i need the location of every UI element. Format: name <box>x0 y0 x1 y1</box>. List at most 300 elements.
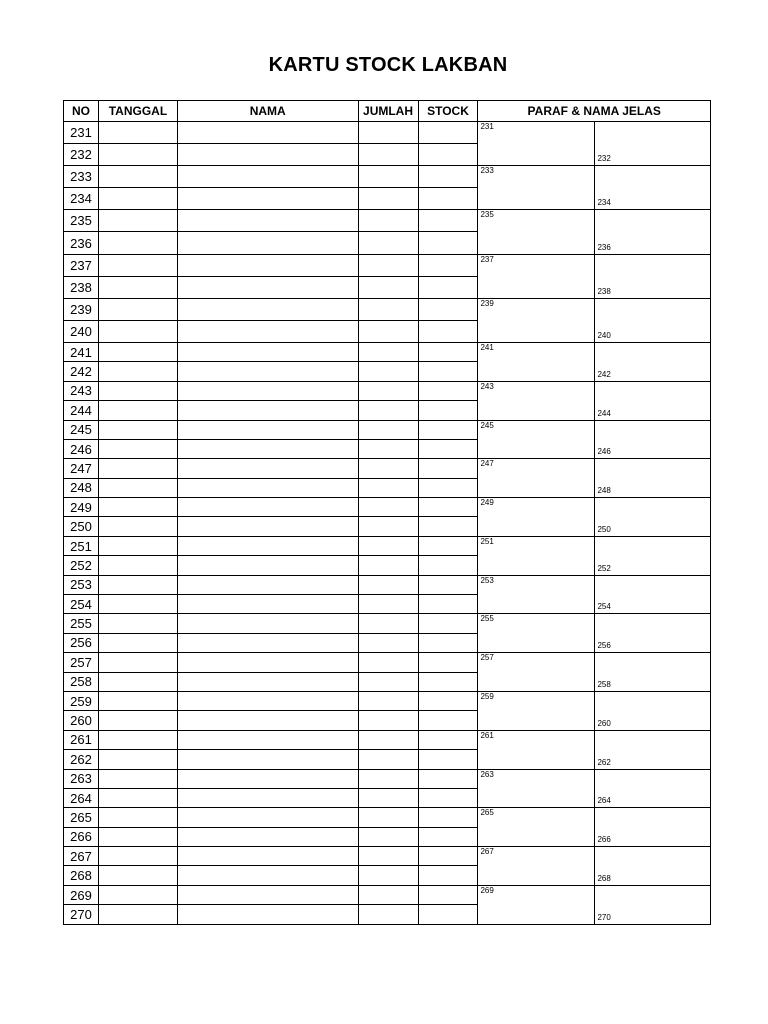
stock-cell[interactable] <box>418 276 478 298</box>
paraf-block[interactable] <box>478 847 711 886</box>
table-row <box>64 420 711 439</box>
paraf-label-odd: 235 <box>480 210 494 220</box>
stock-cell[interactable] <box>418 536 478 555</box>
jumlah-cell[interactable] <box>358 381 418 400</box>
header-tanggal: TANGGAL <box>98 101 177 122</box>
stock-table <box>63 100 711 925</box>
stock-cell[interactable] <box>418 166 478 188</box>
table-row <box>64 847 711 866</box>
row-number: 250 <box>64 517 99 536</box>
paraf-block[interactable] <box>478 498 711 537</box>
row-number: 260 <box>64 711 99 730</box>
row-number: 253 <box>64 575 99 594</box>
table-row <box>64 381 711 400</box>
table-row <box>64 498 711 517</box>
tanggal-cell[interactable] <box>98 750 177 769</box>
nama-cell[interactable] <box>177 633 358 652</box>
stock-cell[interactable] <box>418 614 478 633</box>
paraf-label-even: 262 <box>597 757 611 767</box>
row-number: 243 <box>64 381 99 400</box>
jumlah-cell[interactable] <box>358 730 418 749</box>
row-number: 263 <box>64 769 99 788</box>
nama-cell[interactable] <box>177 653 358 672</box>
jumlah-cell[interactable] <box>358 362 418 381</box>
stock-cell[interactable] <box>418 672 478 691</box>
paraf-label-odd: 243 <box>480 381 494 391</box>
tanggal-cell[interactable] <box>98 769 177 788</box>
paraf-block[interactable] <box>478 166 711 210</box>
tanggal-cell[interactable] <box>98 885 177 904</box>
paraf-label-even: 270 <box>597 912 611 922</box>
paraf-block[interactable] <box>478 342 711 381</box>
jumlah-cell[interactable] <box>358 320 418 342</box>
paraf-divider <box>594 614 595 652</box>
paraf-block[interactable] <box>478 885 711 924</box>
paraf-label-odd: 257 <box>480 653 494 663</box>
header-jumlah: JUMLAH <box>358 101 418 122</box>
paraf-label-even: 242 <box>597 369 611 379</box>
table-row <box>64 210 711 232</box>
paraf-divider <box>594 459 595 497</box>
paraf-block[interactable] <box>478 808 711 847</box>
paraf-label-even: 260 <box>597 718 611 728</box>
jumlah-cell[interactable] <box>358 166 418 188</box>
nama-cell[interactable] <box>177 381 358 400</box>
table-row <box>64 769 711 788</box>
row-number: 241 <box>64 342 99 361</box>
paraf-label-odd: 253 <box>480 575 494 585</box>
tanggal-cell[interactable] <box>98 498 177 517</box>
table-row <box>64 166 711 188</box>
tanggal-cell[interactable] <box>98 144 177 166</box>
tanggal-cell[interactable] <box>98 298 177 320</box>
jumlah-cell[interactable] <box>358 517 418 536</box>
tanggal-cell[interactable] <box>98 691 177 710</box>
jumlah-cell[interactable] <box>358 691 418 710</box>
stock-card-sheet <box>63 100 711 925</box>
paraf-divider <box>594 382 595 420</box>
nama-cell[interactable] <box>177 459 358 478</box>
nama-cell[interactable] <box>177 808 358 827</box>
nama-cell[interactable] <box>177 439 358 458</box>
stock-cell[interactable] <box>418 342 478 361</box>
nama-cell[interactable] <box>177 342 358 361</box>
nama-cell[interactable] <box>177 827 358 846</box>
nama-cell[interactable] <box>177 478 358 497</box>
paraf-label-even: 258 <box>597 679 611 689</box>
nama-cell[interactable] <box>177 711 358 730</box>
stock-cell[interactable] <box>418 144 478 166</box>
jumlah-cell[interactable] <box>358 847 418 866</box>
row-number: 233 <box>64 166 99 188</box>
row-number: 235 <box>64 210 99 232</box>
jumlah-cell[interactable] <box>358 459 418 478</box>
row-number: 252 <box>64 556 99 575</box>
nama-cell[interactable] <box>177 769 358 788</box>
paraf-label-odd: 237 <box>480 254 494 264</box>
paraf-block[interactable] <box>478 420 711 459</box>
row-number: 244 <box>64 401 99 420</box>
paraf-divider <box>594 255 595 298</box>
paraf-label-even: 264 <box>597 796 611 806</box>
paraf-label-odd: 267 <box>480 847 494 857</box>
paraf-label-even: 254 <box>597 602 611 612</box>
nama-cell[interactable] <box>177 536 358 555</box>
stock-cell[interactable] <box>418 691 478 710</box>
paraf-divider <box>594 886 595 924</box>
tanggal-cell[interactable] <box>98 536 177 555</box>
paraf-divider <box>594 537 595 575</box>
tanggal-cell[interactable] <box>98 711 177 730</box>
paraf-block[interactable] <box>478 298 711 342</box>
paraf-label-odd: 269 <box>480 885 494 895</box>
nama-cell[interactable] <box>177 298 358 320</box>
tanggal-cell[interactable] <box>98 575 177 594</box>
jumlah-cell[interactable] <box>358 144 418 166</box>
paraf-label-even: 246 <box>597 447 611 457</box>
tanggal-cell[interactable] <box>98 788 177 807</box>
paraf-label-even: 252 <box>597 563 611 573</box>
paraf-divider <box>594 299 595 342</box>
jumlah-cell[interactable] <box>358 827 418 846</box>
tanggal-cell[interactable] <box>98 166 177 188</box>
row-number: 258 <box>64 672 99 691</box>
stock-cell[interactable] <box>418 730 478 749</box>
paraf-label-odd: 231 <box>480 122 494 131</box>
paraf-block[interactable] <box>478 730 711 769</box>
paraf-label-even: 250 <box>597 524 611 534</box>
stock-cell[interactable] <box>418 381 478 400</box>
stock-cell[interactable] <box>418 188 478 210</box>
paraf-divider <box>594 166 595 209</box>
stock-cell[interactable] <box>418 575 478 594</box>
jumlah-cell[interactable] <box>358 866 418 885</box>
jumlah-cell[interactable] <box>358 769 418 788</box>
row-number: 236 <box>64 232 99 254</box>
paraf-label-odd: 265 <box>480 808 494 818</box>
paraf-block[interactable] <box>478 254 711 298</box>
paraf-divider <box>594 653 595 691</box>
nama-cell[interactable] <box>177 556 358 575</box>
table-row <box>64 298 711 320</box>
nama-cell[interactable] <box>177 498 358 517</box>
nama-cell[interactable] <box>177 362 358 381</box>
row-number: 259 <box>64 691 99 710</box>
stock-cell[interactable] <box>418 401 478 420</box>
tanggal-cell[interactable] <box>98 362 177 381</box>
paraf-block[interactable] <box>478 575 711 614</box>
jumlah-cell[interactable] <box>358 478 418 497</box>
jumlah-cell[interactable] <box>358 232 418 254</box>
row-number: 269 <box>64 885 99 904</box>
paraf-block[interactable] <box>478 691 711 730</box>
paraf-divider <box>594 122 595 165</box>
stock-cell[interactable] <box>418 362 478 381</box>
row-number: 238 <box>64 276 99 298</box>
jumlah-cell[interactable] <box>358 401 418 420</box>
row-number: 245 <box>64 420 99 439</box>
stock-cell[interactable] <box>418 556 478 575</box>
tanggal-cell[interactable] <box>98 420 177 439</box>
paraf-divider <box>594 576 595 614</box>
header-stock: STOCK <box>418 101 478 122</box>
nama-cell[interactable] <box>177 254 358 276</box>
jumlah-cell[interactable] <box>358 298 418 320</box>
paraf-label-odd: 255 <box>480 614 494 624</box>
header-nama: NAMA <box>177 101 358 122</box>
tanggal-cell[interactable] <box>98 808 177 827</box>
tanggal-cell[interactable] <box>98 478 177 497</box>
jumlah-cell[interactable] <box>358 342 418 361</box>
jumlah-cell[interactable] <box>358 575 418 594</box>
tanggal-cell[interactable] <box>98 730 177 749</box>
header-row <box>64 101 711 122</box>
stock-cell[interactable] <box>418 905 478 924</box>
stock-cell[interactable] <box>418 210 478 232</box>
stock-cell[interactable] <box>418 459 478 478</box>
jumlah-cell[interactable] <box>358 788 418 807</box>
table-row <box>64 575 711 594</box>
paraf-label-even: 248 <box>597 486 611 496</box>
paraf-label-odd: 233 <box>480 166 494 176</box>
tanggal-cell[interactable] <box>98 556 177 575</box>
paraf-label-even: 244 <box>597 408 611 418</box>
stock-cell[interactable] <box>418 320 478 342</box>
jumlah-cell[interactable] <box>358 672 418 691</box>
nama-cell[interactable] <box>177 885 358 904</box>
jumlah-cell[interactable] <box>358 614 418 633</box>
stock-cell[interactable] <box>418 808 478 827</box>
table-row <box>64 254 711 276</box>
header-no: NO <box>64 101 99 122</box>
row-number: 255 <box>64 614 99 633</box>
stock-cell[interactable] <box>418 517 478 536</box>
nama-cell[interactable] <box>177 575 358 594</box>
stock-cell[interactable] <box>418 866 478 885</box>
header-paraf: PARAF & NAMA JELAS <box>478 101 711 122</box>
nama-cell[interactable] <box>177 166 358 188</box>
paraf-divider <box>594 343 595 381</box>
tanggal-cell[interactable] <box>98 517 177 536</box>
row-number: 267 <box>64 847 99 866</box>
stock-cell[interactable] <box>418 633 478 652</box>
jumlah-cell[interactable] <box>358 595 418 614</box>
tanggal-cell[interactable] <box>98 633 177 652</box>
paraf-divider <box>594 731 595 769</box>
paraf-block[interactable] <box>478 536 711 575</box>
stock-cell[interactable] <box>418 478 478 497</box>
row-number: 264 <box>64 788 99 807</box>
jumlah-cell[interactable] <box>358 254 418 276</box>
tanggal-cell[interactable] <box>98 595 177 614</box>
paraf-label-odd: 249 <box>480 498 494 508</box>
stock-cell[interactable] <box>418 711 478 730</box>
stock-cell[interactable] <box>418 750 478 769</box>
row-number: 257 <box>64 653 99 672</box>
row-number: 265 <box>64 808 99 827</box>
stock-cell[interactable] <box>418 595 478 614</box>
paraf-divider <box>594 847 595 885</box>
row-number: 256 <box>64 633 99 652</box>
row-number: 246 <box>64 439 99 458</box>
tanggal-cell[interactable] <box>98 122 177 144</box>
row-number: 242 <box>64 362 99 381</box>
paraf-label-odd: 247 <box>480 459 494 469</box>
row-number: 270 <box>64 905 99 924</box>
stock-cell[interactable] <box>418 439 478 458</box>
stock-cell[interactable] <box>418 498 478 517</box>
stock-cell[interactable] <box>418 420 478 439</box>
row-number: 247 <box>64 459 99 478</box>
paraf-block[interactable] <box>478 614 711 653</box>
stock-cell[interactable] <box>418 653 478 672</box>
paraf-label-even: 232 <box>597 154 611 164</box>
tanggal-cell[interactable] <box>98 401 177 420</box>
row-number: 231 <box>64 122 99 144</box>
jumlah-cell[interactable] <box>358 276 418 298</box>
stock-cell[interactable] <box>418 769 478 788</box>
jumlah-cell[interactable] <box>358 711 418 730</box>
tanggal-cell[interactable] <box>98 232 177 254</box>
table-row <box>64 614 711 633</box>
stock-cell[interactable] <box>418 232 478 254</box>
paraf-block[interactable] <box>478 769 711 808</box>
nama-cell[interactable] <box>177 320 358 342</box>
jumlah-cell[interactable] <box>358 210 418 232</box>
nama-cell[interactable] <box>177 866 358 885</box>
nama-cell[interactable] <box>177 905 358 924</box>
nama-cell[interactable] <box>177 788 358 807</box>
jumlah-cell[interactable] <box>358 808 418 827</box>
jumlah-cell[interactable] <box>358 556 418 575</box>
table-row <box>64 653 711 672</box>
jumlah-cell[interactable] <box>358 498 418 517</box>
paraf-block[interactable] <box>478 210 711 254</box>
row-number: 248 <box>64 478 99 497</box>
tanggal-cell[interactable] <box>98 210 177 232</box>
paraf-block[interactable] <box>478 653 711 692</box>
nama-cell[interactable] <box>177 401 358 420</box>
nama-cell[interactable] <box>177 517 358 536</box>
tanggal-cell[interactable] <box>98 188 177 210</box>
table-row <box>64 808 711 827</box>
paraf-label-odd: 245 <box>480 420 494 430</box>
tanggal-cell[interactable] <box>98 653 177 672</box>
paraf-block[interactable] <box>478 459 711 498</box>
paraf-divider <box>594 421 595 459</box>
paraf-label-odd: 259 <box>480 691 494 701</box>
row-number: 249 <box>64 498 99 517</box>
paraf-divider <box>594 498 595 536</box>
table-row <box>64 122 711 144</box>
stock-cell[interactable] <box>418 254 478 276</box>
stock-cell[interactable] <box>418 827 478 846</box>
row-number: 240 <box>64 320 99 342</box>
row-number: 261 <box>64 730 99 749</box>
nama-cell[interactable] <box>177 730 358 749</box>
jumlah-cell[interactable] <box>358 122 418 144</box>
jumlah-cell[interactable] <box>358 653 418 672</box>
table-row <box>64 730 711 749</box>
tanggal-cell[interactable] <box>98 254 177 276</box>
stock-cell[interactable] <box>418 847 478 866</box>
tanggal-cell[interactable] <box>98 276 177 298</box>
paraf-label-even: 240 <box>597 330 611 340</box>
nama-cell[interactable] <box>177 210 358 232</box>
row-number: 254 <box>64 595 99 614</box>
table-row <box>64 536 711 555</box>
tanggal-cell[interactable] <box>98 905 177 924</box>
nama-cell[interactable] <box>177 188 358 210</box>
jumlah-cell[interactable] <box>358 750 418 769</box>
tanggal-cell[interactable] <box>98 866 177 885</box>
jumlah-cell[interactable] <box>358 439 418 458</box>
paraf-divider <box>594 808 595 846</box>
paraf-block[interactable] <box>478 122 711 166</box>
tanggal-cell[interactable] <box>98 342 177 361</box>
row-number: 251 <box>64 536 99 555</box>
tanggal-cell[interactable] <box>98 614 177 633</box>
table-row <box>64 691 711 710</box>
nama-cell[interactable] <box>177 672 358 691</box>
jumlah-cell[interactable] <box>358 905 418 924</box>
nama-cell[interactable] <box>177 420 358 439</box>
nama-cell[interactable] <box>177 595 358 614</box>
jumlah-cell[interactable] <box>358 420 418 439</box>
row-number: 232 <box>64 144 99 166</box>
tanggal-cell[interactable] <box>98 459 177 478</box>
jumlah-cell[interactable] <box>358 885 418 904</box>
stock-cell[interactable] <box>418 298 478 320</box>
paraf-label-odd: 239 <box>480 298 494 308</box>
page-title: KARTU STOCK LAKBAN <box>268 54 508 76</box>
jumlah-cell[interactable] <box>358 188 418 210</box>
tanggal-cell[interactable] <box>98 672 177 691</box>
nama-cell[interactable] <box>177 144 358 166</box>
nama-cell[interactable] <box>177 847 358 866</box>
paraf-label-odd: 241 <box>480 342 494 352</box>
paraf-label-even: 266 <box>597 835 611 845</box>
paraf-label-even: 268 <box>597 873 611 883</box>
tanggal-cell[interactable] <box>98 320 177 342</box>
nama-cell[interactable] <box>177 276 358 298</box>
tanggal-cell[interactable] <box>98 847 177 866</box>
tanggal-cell[interactable] <box>98 827 177 846</box>
row-number: 234 <box>64 188 99 210</box>
table-row <box>64 342 711 361</box>
stock-cell[interactable] <box>418 788 478 807</box>
row-number: 239 <box>64 298 99 320</box>
nama-cell[interactable] <box>177 614 358 633</box>
jumlah-cell[interactable] <box>358 536 418 555</box>
nama-cell[interactable] <box>177 122 358 144</box>
paraf-label-even: 234 <box>597 198 611 208</box>
stock-cell[interactable] <box>418 885 478 904</box>
nama-cell[interactable] <box>177 691 358 710</box>
paraf-block[interactable] <box>478 381 711 420</box>
row-number: 237 <box>64 254 99 276</box>
nama-cell[interactable] <box>177 750 358 769</box>
nama-cell[interactable] <box>177 232 358 254</box>
paraf-label-odd: 263 <box>480 769 494 779</box>
jumlah-cell[interactable] <box>358 633 418 652</box>
stock-cell[interactable] <box>418 122 478 144</box>
paraf-divider <box>594 210 595 253</box>
tanggal-cell[interactable] <box>98 381 177 400</box>
row-number: 266 <box>64 827 99 846</box>
table-row <box>64 459 711 478</box>
tanggal-cell[interactable] <box>98 439 177 458</box>
